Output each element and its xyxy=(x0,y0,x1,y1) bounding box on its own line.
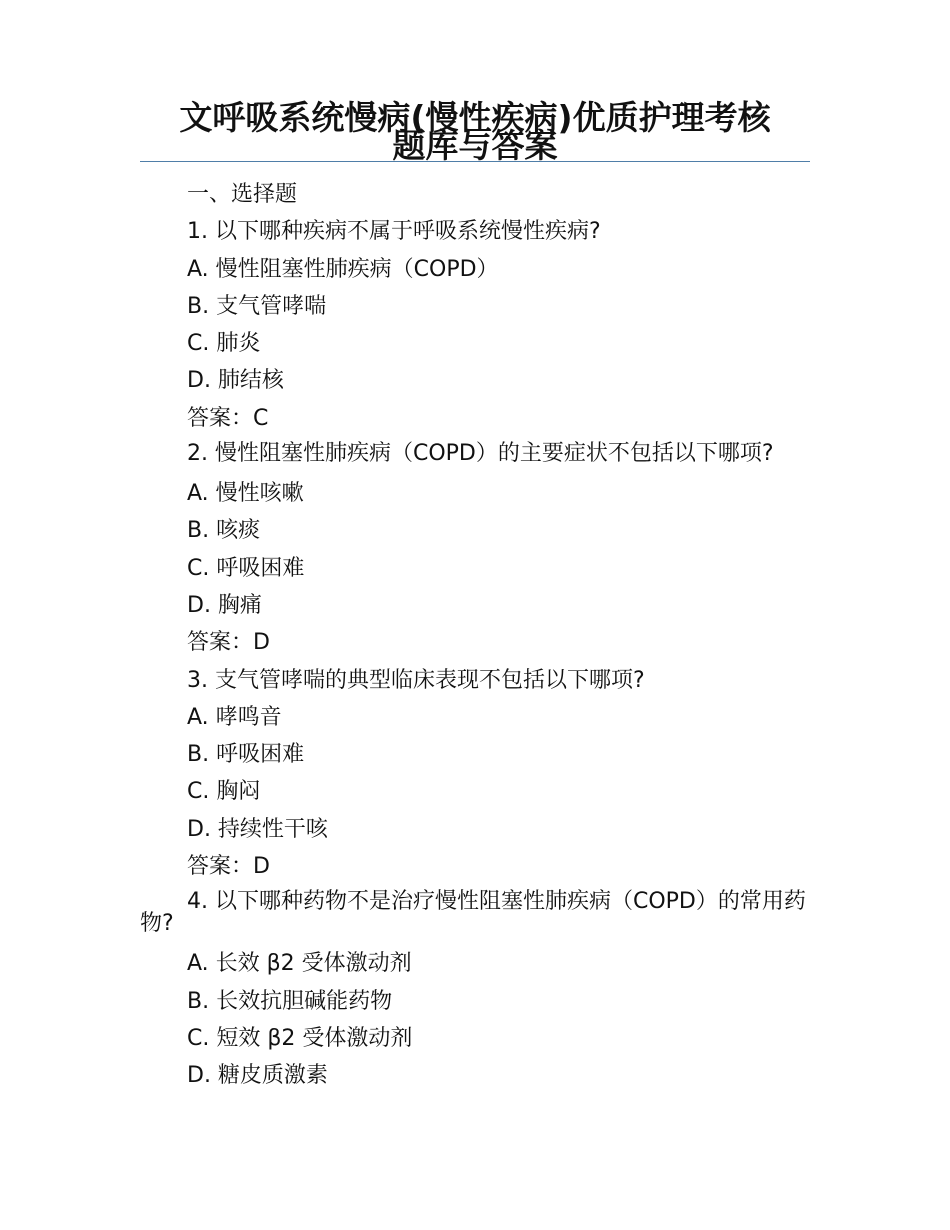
question-2-answer: 答案：D xyxy=(187,630,270,656)
question-4-option-c: C. 短效 β2 受体激动剂 xyxy=(187,1025,413,1051)
title-line-1: 文呼吸系统慢病(慢性疾病)优质护理考核 xyxy=(179,98,771,137)
question-3-answer: 答案：D xyxy=(187,854,270,880)
question-1-option-a: A. 慢性阻塞性肺疾病（COPD） xyxy=(187,256,499,282)
question-3-option-b: B. 呼吸困难 xyxy=(187,742,305,768)
title-line-2: 题库与答案 xyxy=(392,126,558,165)
question-2-text: 2. 慢性阻塞性肺疾病（COPD）的主要症状不包括以下哪项? xyxy=(187,441,774,467)
question-1-option-b: B. 支气管哮喘 xyxy=(187,293,327,319)
question-1-option-c: C. 肺炎 xyxy=(187,331,261,357)
question-3-option-c: C. 胸闷 xyxy=(187,779,261,805)
question-3-text: 3. 支气管哮喘的典型临床表现不包括以下哪项? xyxy=(187,667,645,693)
question-4-text: 4. 以下哪种药物不是治疗慢性阻塞性肺疾病（COPD）的常用药物? xyxy=(140,889,806,937)
question-2-option-d: D. 胸痛 xyxy=(187,592,262,618)
question-1-answer: 答案：C xyxy=(187,405,269,431)
question-4-option-b: B. 长效抗胆碱能药物 xyxy=(187,988,393,1014)
document-body xyxy=(140,176,810,1095)
question-3-option-a: A. 哮鸣音 xyxy=(187,704,282,730)
question-1-text: 1. 以下哪种疾病不属于呼吸系统慢性疾病? xyxy=(187,219,601,245)
question-2-option-c: C. 呼吸困难 xyxy=(187,555,305,581)
question-2-option-b: B. 咳痰 xyxy=(187,518,261,544)
section-heading: 一、选择题 xyxy=(187,182,298,207)
question-2-option-a: A. 慢性咳嗽 xyxy=(187,481,304,507)
title-underline xyxy=(140,161,810,162)
document-title xyxy=(140,98,810,165)
question-3-option-d: D. 持续性干咳 xyxy=(187,816,328,842)
question-4-option-d: D. 糖皮质激素 xyxy=(187,1063,328,1089)
question-4-option-a: A. 长效 β2 受体激动剂 xyxy=(187,951,412,977)
question-1-option-d: D. 肺结核 xyxy=(187,368,284,394)
